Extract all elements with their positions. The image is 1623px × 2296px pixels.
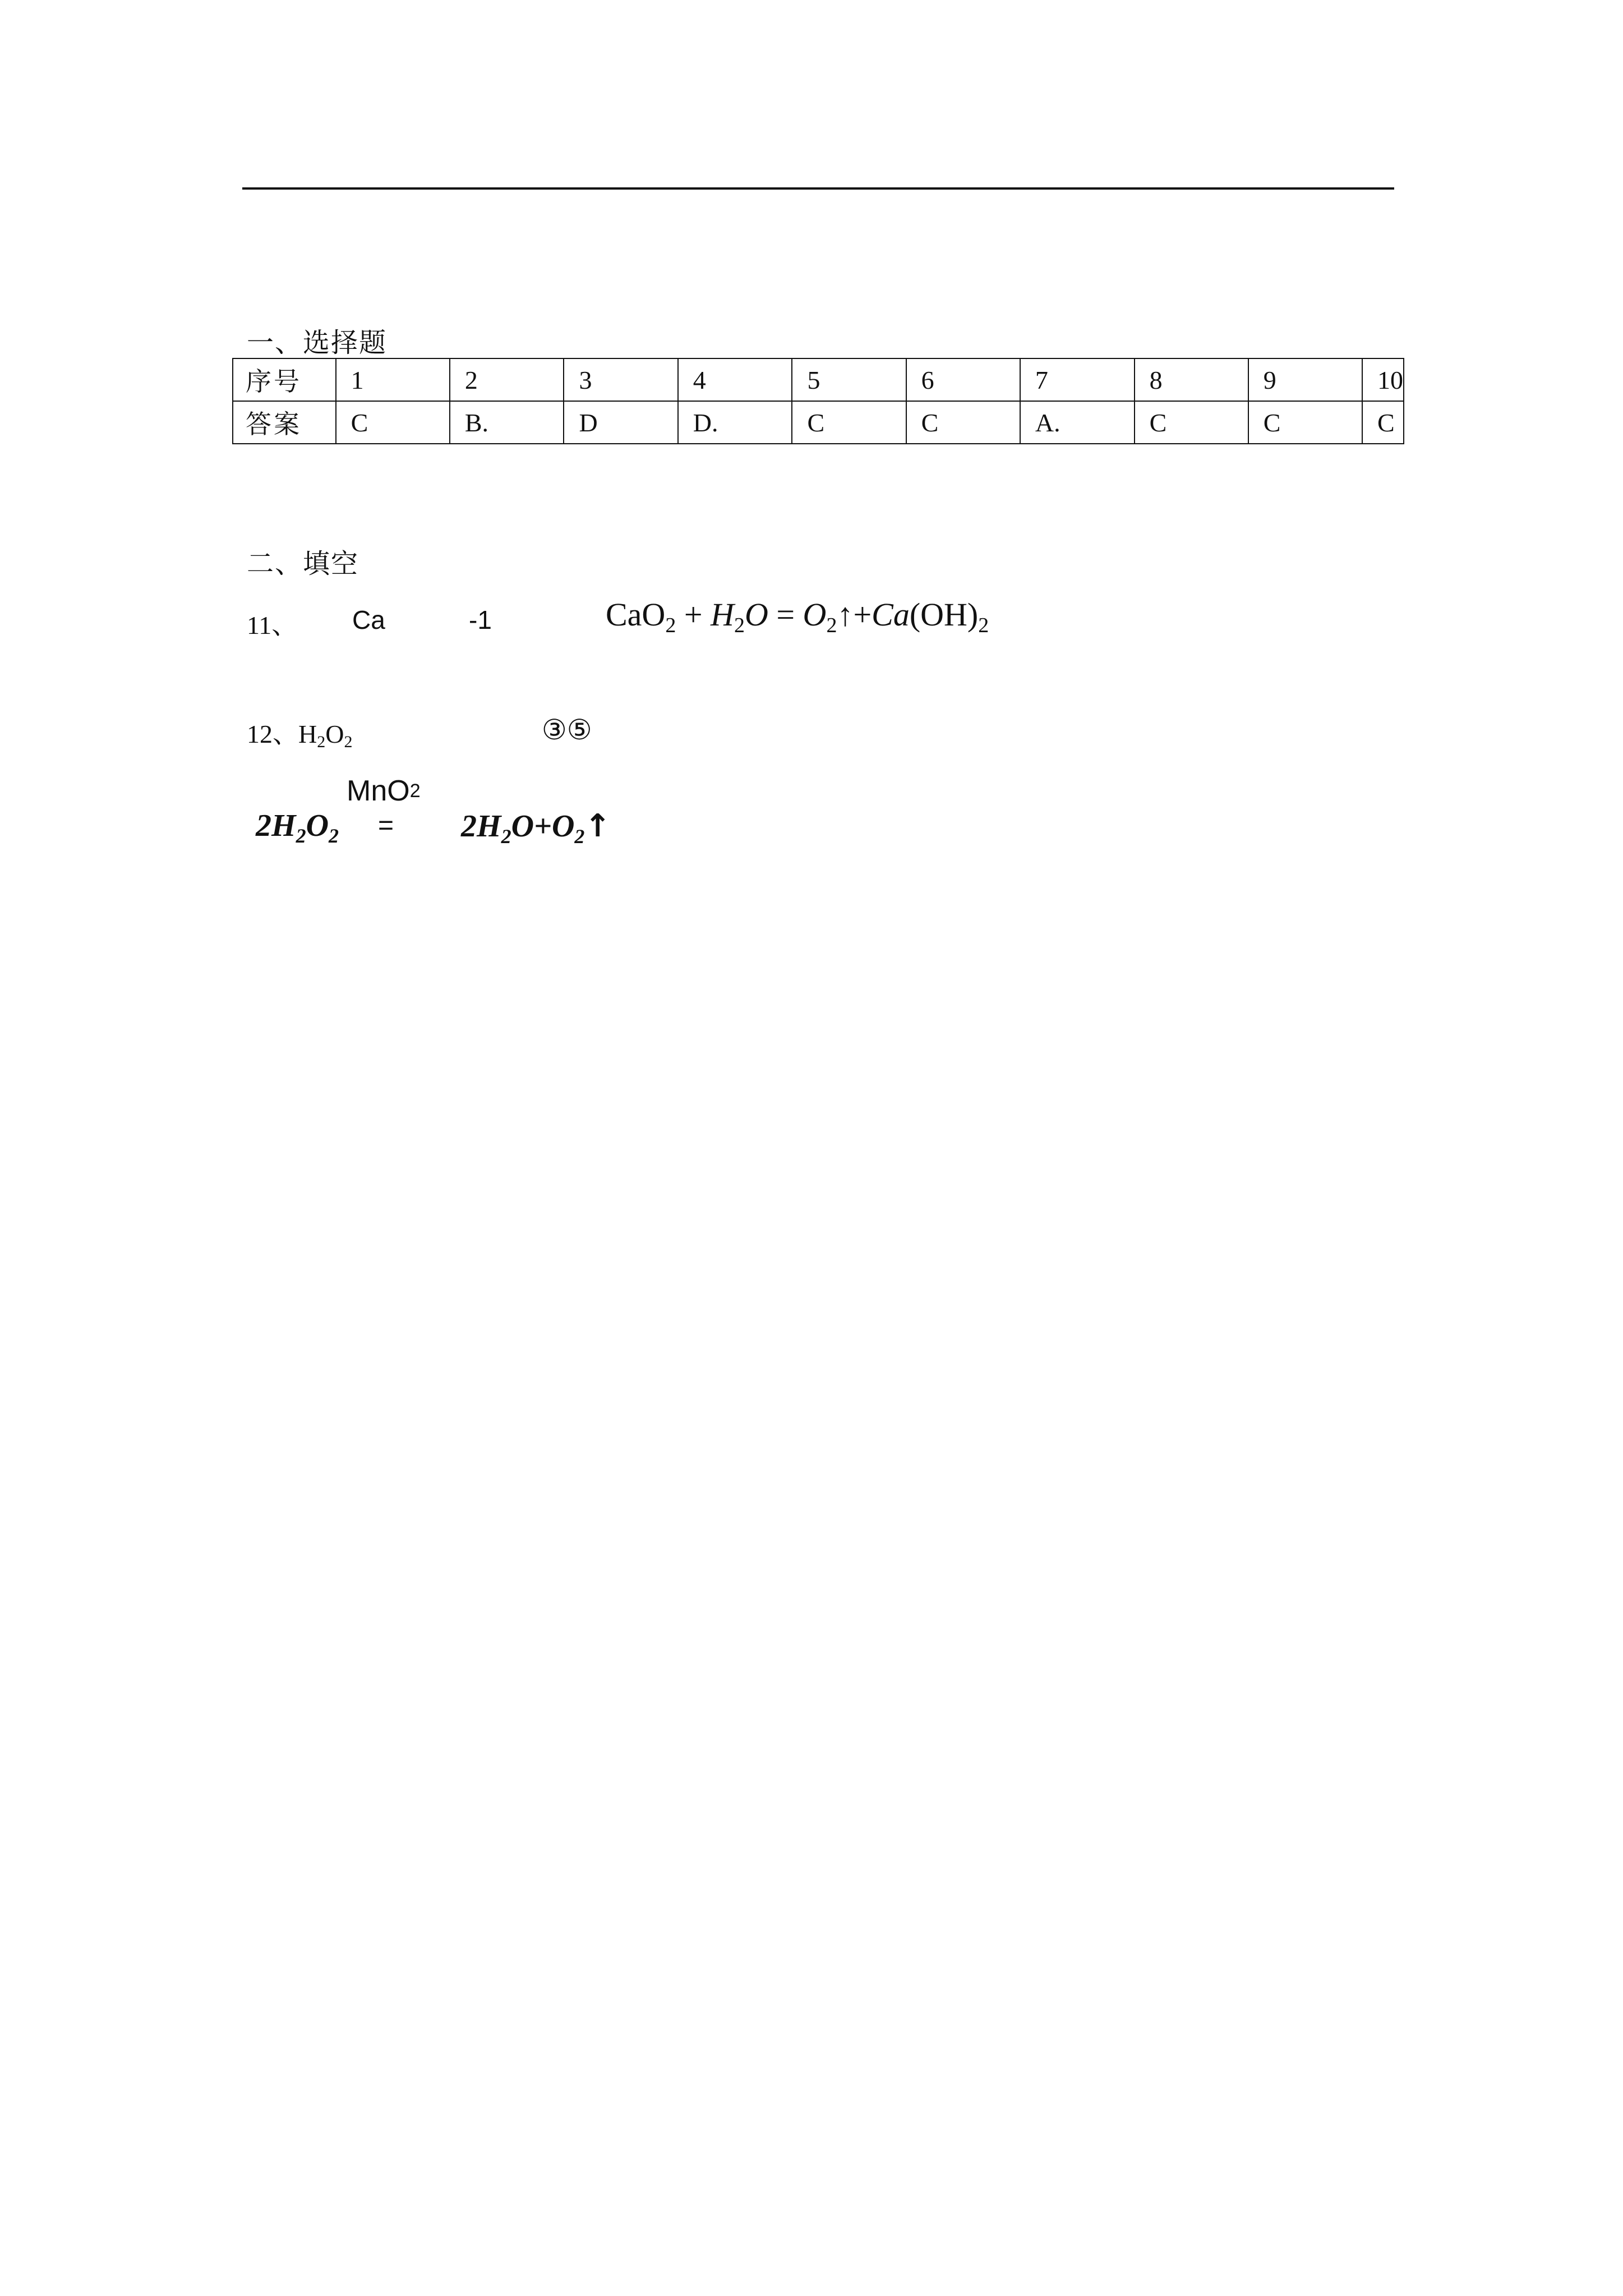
- table-cell: 6: [906, 358, 1020, 401]
- formula-part: O: [325, 720, 344, 748]
- eq-operator: =: [776, 596, 795, 633]
- eq-term: O: [511, 809, 534, 844]
- table-cell: B.: [450, 401, 564, 444]
- question-number: 12、: [247, 720, 298, 748]
- eq-operator: +: [853, 596, 872, 633]
- eq-subscript: 2: [329, 825, 339, 847]
- formula-subscript: 2: [344, 733, 353, 751]
- formula-part: H: [298, 720, 317, 748]
- answer-formula: [298, 720, 353, 751]
- eq-subscript: 2: [978, 614, 989, 637]
- eq-operator: +: [684, 596, 703, 633]
- formula-subscript: 2: [317, 733, 326, 751]
- chemical-equation-cao2: [606, 596, 989, 637]
- eq-term: CaO: [606, 596, 666, 633]
- table-cell: 8: [1135, 358, 1248, 401]
- eq-term: O: [551, 809, 575, 844]
- eq-term: O: [803, 596, 827, 633]
- answer-element: Ca: [352, 605, 385, 634]
- table-cell: 答案: [233, 401, 336, 444]
- table-cell: D.: [678, 401, 792, 444]
- table-cell: 4: [678, 358, 792, 401]
- eq-term: H: [711, 596, 734, 633]
- table-cell: C: [336, 401, 450, 444]
- answer-choices: ③⑤: [542, 714, 592, 746]
- table-cell: 10: [1362, 358, 1404, 401]
- eq-subscript: 2: [574, 825, 585, 848]
- gas-arrow-icon: ↑: [584, 808, 611, 844]
- eq-subscript: 2: [734, 614, 745, 637]
- catalyst-label: [347, 774, 421, 808]
- table-cell: C: [1362, 401, 1404, 444]
- eq-operator: =: [378, 811, 394, 840]
- answer-valence: -1: [469, 605, 492, 634]
- table-cell: 5: [792, 358, 906, 401]
- table-cell: C: [1135, 401, 1248, 444]
- table-cell: 2: [450, 358, 564, 401]
- answer-table: [232, 358, 1404, 444]
- eq-term: Ca: [872, 596, 910, 633]
- eq-subscript: 2: [501, 825, 511, 848]
- table-cell: 3: [564, 358, 677, 401]
- section2-heading: 二、填空: [247, 548, 359, 579]
- table-header-row: [233, 358, 1404, 401]
- eq-operator: +: [534, 809, 552, 844]
- table-cell: 9: [1248, 358, 1362, 401]
- table-cell: C: [792, 401, 906, 444]
- eq-subscript: 2: [296, 825, 306, 847]
- table-cell: D: [564, 401, 677, 444]
- header-rule: [242, 187, 1394, 190]
- question-12: [247, 714, 592, 751]
- table-cell: 7: [1020, 358, 1135, 401]
- eq-term: H: [271, 808, 296, 843]
- table-cell: 1: [336, 358, 450, 401]
- eq-term: 2: [256, 808, 271, 843]
- eq-subscript: 2: [409, 780, 421, 802]
- question-number: 11、: [247, 611, 298, 639]
- table-cell: A.: [1020, 401, 1135, 444]
- table-cell: 序号: [233, 358, 336, 401]
- table-answer-row: [233, 401, 1404, 444]
- section1-heading: 一、选择题: [247, 327, 388, 358]
- gas-arrow-icon: ↑: [837, 596, 854, 633]
- eq-products: [461, 808, 611, 848]
- eq-subscript: 2: [665, 614, 676, 637]
- eq-term: O: [306, 808, 329, 843]
- chemical-equation-h2o2: [256, 774, 648, 858]
- table-cell: C: [1248, 401, 1362, 444]
- eq-term: H: [477, 809, 501, 844]
- eq-term: MnO: [347, 775, 410, 807]
- eq-term: O: [744, 596, 768, 633]
- eq-term: (OH): [909, 596, 979, 633]
- eq-subscript: 2: [826, 614, 837, 637]
- eq-reactants: [256, 808, 339, 847]
- table-cell: C: [906, 401, 1020, 444]
- eq-term: 2: [461, 809, 477, 844]
